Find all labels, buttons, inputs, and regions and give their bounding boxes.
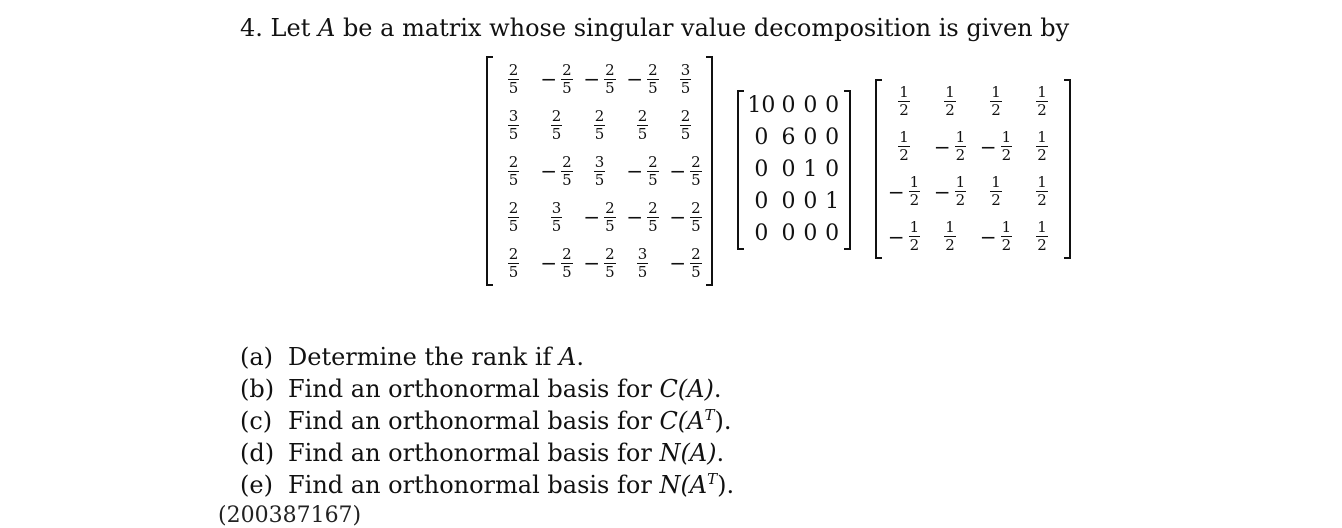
number: 0 (781, 93, 796, 118)
matrix-entry (825, 95, 839, 117)
number: 0 (825, 125, 840, 150)
matrix-entry (669, 198, 701, 235)
fraction (1036, 130, 1048, 163)
number: 0 (803, 93, 818, 118)
numerator: 1 (1037, 173, 1047, 191)
part-label: (c) (240, 407, 273, 435)
matrix-sigma (737, 90, 851, 250)
fraction (955, 130, 967, 163)
denominator: 5 (691, 262, 701, 281)
numerator: 1 (955, 173, 966, 191)
matrix-entry (1036, 130, 1048, 163)
numerator: 1 (909, 218, 920, 236)
numerator: 1 (909, 173, 920, 191)
denominator: 5 (508, 124, 519, 143)
fraction (680, 60, 692, 97)
matrix-entry (898, 85, 910, 118)
numerator: 3 (508, 106, 519, 125)
matrix-entry (680, 60, 692, 97)
fraction (637, 106, 649, 143)
fraction (604, 198, 616, 235)
fraction (551, 106, 563, 143)
number: 0 (781, 221, 796, 246)
denominator: 5 (508, 216, 519, 235)
intro-text-end: be a matrix whose singular value decomposition is given by (335, 14, 1070, 42)
denominator: 2 (945, 101, 955, 119)
numerator: 2 (691, 244, 701, 263)
numerator: 2 (508, 198, 519, 217)
matrix-entry (803, 191, 817, 213)
matrix-entry (583, 198, 615, 235)
fraction (551, 198, 563, 235)
fraction (647, 198, 659, 235)
part-c (240, 407, 734, 439)
numerator: 3 (551, 198, 562, 217)
denominator: 2 (955, 146, 966, 164)
matrix-entry (583, 244, 615, 281)
fraction (955, 175, 967, 208)
fraction (508, 60, 520, 97)
denominator: 5 (594, 124, 605, 143)
minus-sign: − (933, 179, 951, 204)
part-b (240, 375, 734, 407)
numerator: 2 (691, 152, 701, 171)
fraction (647, 152, 659, 189)
fraction (1036, 175, 1048, 208)
numerator: 1 (1037, 83, 1047, 101)
numerator: 2 (551, 106, 562, 125)
denominator: 5 (648, 170, 658, 189)
matrix-entry (825, 191, 839, 213)
numerator: 2 (637, 106, 648, 125)
matrix-entry (508, 198, 520, 235)
numerator: 1 (1001, 128, 1012, 146)
numerator: 1 (1037, 128, 1047, 146)
matrix-entry (825, 223, 839, 245)
number: 0 (754, 157, 769, 182)
fraction (508, 106, 520, 143)
part-d (240, 439, 734, 471)
matrix-entry (782, 159, 796, 181)
matrix-u (486, 56, 713, 286)
part-label: (b) (240, 375, 275, 403)
matrix-entry (1036, 220, 1048, 253)
problem-number: 4. (240, 14, 263, 42)
denominator: 5 (594, 170, 605, 189)
denominator: 5 (637, 262, 648, 281)
numerator: 3 (594, 152, 605, 171)
denominator: 5 (562, 78, 572, 97)
fraction (898, 85, 910, 118)
numerator: 2 (691, 198, 701, 217)
matrix-entry (626, 152, 658, 189)
minus-sign: − (887, 179, 905, 204)
matrix-entry (944, 220, 956, 253)
denominator: 2 (899, 146, 909, 164)
matrix-entry (803, 159, 817, 181)
number: 0 (754, 221, 769, 246)
fraction (508, 198, 520, 235)
part-label: (e) (240, 471, 273, 499)
numerator: 2 (648, 152, 658, 171)
numerator: 2 (605, 60, 615, 79)
denominator: 5 (508, 262, 519, 281)
problem-statement (240, 14, 1069, 42)
denominator: 5 (605, 216, 615, 235)
numerator: 2 (594, 106, 605, 125)
matrix-entry (637, 106, 649, 143)
matrix-entry (803, 127, 817, 149)
fraction (909, 175, 921, 208)
matrix-entry (980, 220, 1012, 253)
part-text: Find an orthonormal basis for $C(A^T)$. (288, 406, 732, 435)
denominator: 5 (637, 124, 648, 143)
minus-sign: − (540, 251, 558, 275)
minus-sign: − (669, 251, 687, 275)
matrix-entry (944, 85, 956, 118)
denominator: 2 (1037, 101, 1047, 119)
question-parts (240, 343, 734, 503)
numerator: 3 (637, 244, 648, 263)
matrix-entry (754, 159, 768, 181)
fraction (690, 152, 702, 189)
matrix-entry (888, 175, 920, 208)
fraction (898, 130, 910, 163)
numerator: 2 (648, 198, 658, 217)
denominator: 2 (991, 101, 1001, 119)
part-text: Find an orthonormal basis for C(A). (288, 375, 722, 403)
fraction (1001, 130, 1013, 163)
matrix-entry (540, 152, 572, 189)
matrix-entry (898, 130, 910, 163)
fraction (508, 152, 520, 189)
numerator: 2 (562, 244, 572, 263)
fraction (990, 175, 1002, 208)
number: 0 (781, 157, 796, 182)
fraction (637, 244, 649, 281)
matrix-entry (1036, 175, 1048, 208)
fraction (1036, 220, 1048, 253)
matrix-entry (782, 95, 796, 117)
matrix-entry (825, 159, 839, 181)
matrix-entry (754, 223, 768, 245)
part-a (240, 343, 734, 375)
part-text: Determine the rank if A. (288, 343, 585, 371)
numerator: 1 (955, 128, 966, 146)
matrix-entry (990, 85, 1002, 118)
denominator: 5 (605, 78, 615, 97)
matrix-entry (583, 60, 615, 97)
matrix-entry (803, 95, 817, 117)
matrix-entry (669, 244, 701, 281)
denominator: 5 (562, 262, 572, 281)
denominator: 5 (648, 216, 658, 235)
numerator: 2 (508, 244, 519, 263)
fraction (680, 106, 692, 143)
numerator: 2 (605, 198, 615, 217)
denominator: 2 (909, 191, 920, 209)
matrix-entry (637, 244, 649, 281)
fraction (594, 106, 606, 143)
number: 0 (825, 221, 840, 246)
minus-sign: − (626, 159, 644, 183)
denominator: 5 (691, 216, 701, 235)
minus-sign: − (887, 224, 905, 249)
numerator: 3 (680, 60, 691, 79)
denominator: 5 (551, 124, 562, 143)
cutoff-reference-text: (200387167) (218, 503, 362, 528)
matrix-entry (626, 60, 658, 97)
numerator: 1 (899, 128, 909, 146)
matrix-entry (1036, 85, 1048, 118)
matrix-entry (990, 175, 1002, 208)
numerator: 1 (1037, 218, 1047, 236)
matrix-entry (594, 152, 606, 189)
fraction (561, 244, 573, 281)
part-label: (a) (240, 343, 274, 371)
matrix-entry (934, 130, 966, 163)
matrix-entry (669, 152, 701, 189)
denominator: 2 (945, 236, 955, 254)
fraction (944, 220, 956, 253)
denominator: 5 (691, 170, 701, 189)
fraction (990, 85, 1002, 118)
matrix-v-transpose (875, 79, 1071, 259)
number: 0 (803, 125, 818, 150)
numerator: 2 (648, 60, 658, 79)
fraction (604, 244, 616, 281)
numerator: 1 (945, 218, 955, 236)
matrix-entry (508, 106, 520, 143)
numerator: 2 (562, 60, 572, 79)
denominator: 5 (508, 170, 519, 189)
number: 1 (825, 189, 840, 214)
numerator: 1 (991, 173, 1001, 191)
number: 10 (747, 93, 776, 118)
denominator: 5 (551, 216, 562, 235)
matrix-entry (551, 198, 563, 235)
denominator: 5 (605, 262, 615, 281)
numerator: 2 (508, 152, 519, 171)
minus-sign: − (626, 67, 644, 91)
matrix-entry (782, 127, 796, 149)
part-text: Find an orthonormal basis for N(A). (288, 439, 725, 467)
matrix-entry (680, 106, 692, 143)
fraction (944, 85, 956, 118)
matrix-entry (626, 198, 658, 235)
matrix-variable: A (317, 14, 336, 42)
numerator: 1 (1001, 218, 1012, 236)
minus-sign: − (979, 224, 997, 249)
minus-sign: − (540, 159, 558, 183)
minus-sign: − (583, 205, 601, 229)
matrix-entry (594, 106, 606, 143)
denominator: 5 (508, 78, 519, 97)
part-e (240, 471, 734, 503)
part-text: Find an orthonormal basis for $N(A^T)$. (288, 470, 735, 499)
matrix-entry (508, 60, 520, 97)
numerator: 1 (991, 83, 1001, 101)
denominator: 2 (1037, 236, 1047, 254)
matrix-entry (508, 244, 520, 281)
matrix-entry (934, 175, 966, 208)
denominator: 5 (562, 170, 572, 189)
denominator: 2 (991, 191, 1001, 209)
denominator: 2 (1001, 146, 1012, 164)
fraction (594, 152, 606, 189)
fraction (690, 244, 702, 281)
denominator: 5 (648, 78, 658, 97)
numerator: 2 (605, 244, 615, 263)
number: 6 (781, 125, 796, 150)
number: 0 (825, 93, 840, 118)
minus-sign: − (583, 67, 601, 91)
fraction (690, 198, 702, 235)
matrix-entry (551, 106, 563, 143)
matrix-entry (803, 223, 817, 245)
number: 0 (754, 125, 769, 150)
matrix-entry (747, 95, 775, 117)
number: 0 (803, 189, 818, 214)
matrix-entry (980, 130, 1012, 163)
minus-sign: − (933, 134, 951, 159)
matrix-entry (782, 191, 796, 213)
matrix-entry (508, 152, 520, 189)
number: 0 (754, 189, 769, 214)
denominator: 2 (909, 236, 920, 254)
denominator: 5 (680, 124, 691, 143)
part-label: (d) (240, 439, 275, 467)
matrix-entry (782, 223, 796, 245)
number: 1 (803, 157, 818, 182)
minus-sign: − (583, 251, 601, 275)
number: 0 (825, 157, 840, 182)
fraction (508, 244, 520, 281)
matrix-entry (888, 220, 920, 253)
intro-text-start: Let (270, 14, 318, 42)
denominator: 5 (680, 78, 691, 97)
numerator: 2 (508, 60, 519, 79)
denominator: 2 (1037, 191, 1047, 209)
numerator: 2 (680, 106, 691, 125)
fraction (561, 60, 573, 97)
minus-sign: − (540, 67, 558, 91)
number: 0 (803, 221, 818, 246)
numerator: 1 (945, 83, 955, 101)
minus-sign: − (669, 205, 687, 229)
minus-sign: − (626, 205, 644, 229)
minus-sign: − (979, 134, 997, 159)
denominator: 2 (955, 191, 966, 209)
matrix-entry (754, 191, 768, 213)
matrix-entry (825, 127, 839, 149)
matrix-entry (540, 244, 572, 281)
numerator: 1 (899, 83, 909, 101)
fraction (647, 60, 659, 97)
fraction (1036, 85, 1048, 118)
denominator: 2 (1037, 146, 1047, 164)
denominator: 2 (899, 101, 909, 119)
denominator: 2 (1001, 236, 1012, 254)
number: 0 (781, 189, 796, 214)
fraction (909, 220, 921, 253)
fraction (561, 152, 573, 189)
minus-sign: − (669, 159, 687, 183)
numerator: 2 (562, 152, 572, 171)
fraction (1001, 220, 1013, 253)
fraction (604, 60, 616, 97)
matrix-entry (540, 60, 572, 97)
matrix-entry (754, 127, 768, 149)
